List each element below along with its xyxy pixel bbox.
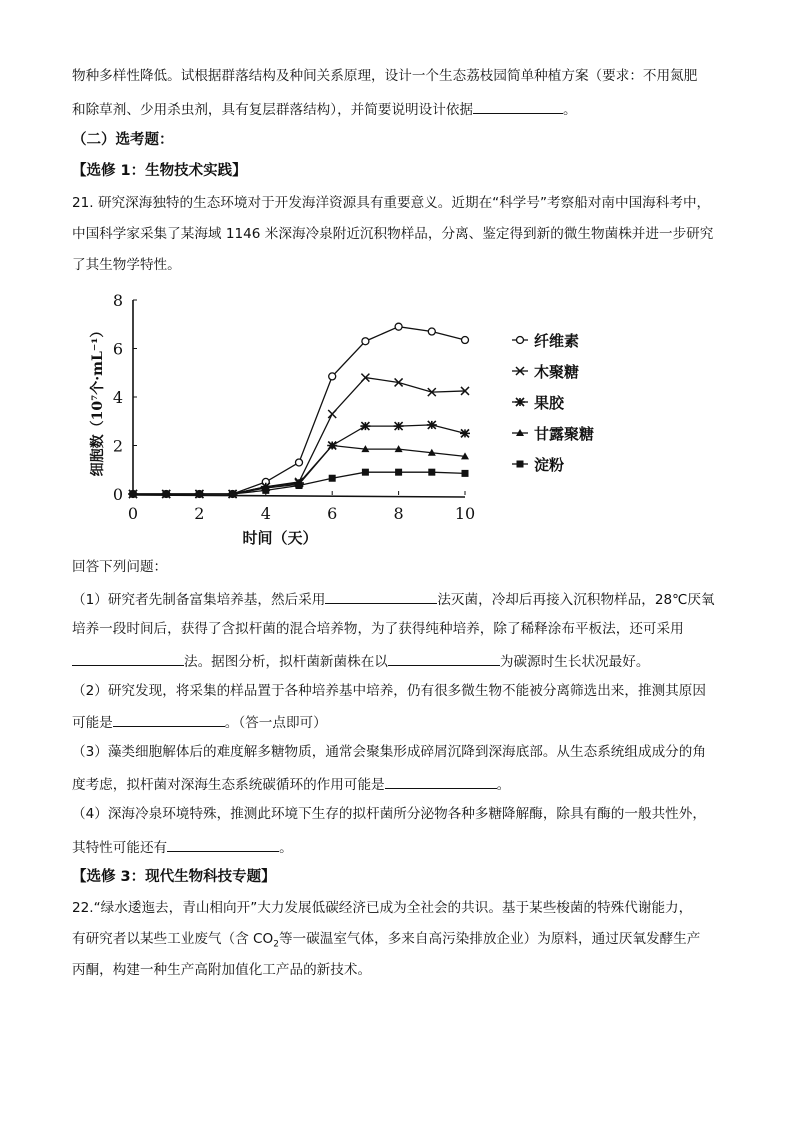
- x-tick-label: 6: [327, 504, 338, 523]
- text-segment: 其特性可能还有: [72, 840, 168, 856]
- text-segment: 【选修 3：现代生物科技专题】: [72, 869, 276, 885]
- text-line: [72, 899, 692, 917]
- cell-growth-chart: [80, 290, 640, 555]
- text-line: [72, 651, 649, 671]
- text-line: [72, 805, 706, 823]
- text-segment: 度考虑，拟杆菌对深海生态系统碳循环的作用可能是: [72, 777, 385, 793]
- square-marker: [163, 491, 170, 498]
- text-segment: 中国科学家采集了某海域 1146 米深海冷泉附近沉积物样品，分离、鉴定得到新的微生物菌株并进一步研究: [72, 226, 714, 242]
- x-axis-label: 时间（天）: [242, 529, 318, 547]
- text-line: [72, 837, 293, 857]
- text-segment: 有研究者以某些工业废气（含 CO: [72, 931, 274, 947]
- square-marker: [362, 469, 369, 476]
- text-line: [72, 67, 697, 85]
- square-marker: [130, 491, 137, 498]
- square-marker: [462, 470, 469, 477]
- circle-marker: [296, 459, 303, 466]
- asterisk-marker: [460, 429, 470, 437]
- answer-blank[interactable]: [72, 651, 184, 666]
- legend-item: [512, 332, 579, 350]
- text-segment: 。: [563, 102, 577, 118]
- text-line: [72, 682, 706, 700]
- text-segment: 可能是: [72, 715, 113, 731]
- asterisk-marker: [427, 421, 437, 429]
- text-segment: 22.“绿水逶迤去，青山相向开”大力发展低碳经济已成为全社会的共识。基于某些梭菌的特殊代谢能力，: [72, 900, 693, 916]
- text-segment: 。（答一点即可）: [224, 715, 327, 731]
- square-marker: [517, 461, 524, 468]
- text-segment: 法。据图分析，拟杆菌新菌株在以: [184, 654, 388, 670]
- answer-blank[interactable]: [167, 837, 279, 852]
- legend-item: [512, 456, 564, 474]
- y-axis-label: 细胞数（10⁷个·mL⁻¹）: [90, 323, 106, 477]
- text-segment: 物种多样性降低。试根据群落结构及种间关系原理，设计一个生态荔枝园简单种植方案（要求：不用氮肥: [72, 68, 698, 84]
- x-tick-label: 8: [393, 504, 404, 523]
- text-line: [72, 589, 715, 609]
- legend-label: 果胶: [534, 394, 565, 412]
- square-marker: [428, 469, 435, 476]
- x-tick-label: 2: [194, 504, 205, 523]
- square-marker: [296, 482, 303, 489]
- series-0: [130, 323, 469, 497]
- circle-marker: [395, 323, 402, 330]
- y-tick-label: 0: [112, 485, 123, 504]
- answer-blank[interactable]: [325, 589, 437, 604]
- text-segment: 【选修 1：生物技术实践】: [72, 163, 247, 179]
- section-heading: [72, 162, 247, 180]
- text-segment: 丙酮，构建一种生产高附加值化工产品的新技术。: [72, 962, 372, 978]
- square-marker: [262, 487, 269, 494]
- text-segment: 回答下列问题：: [72, 559, 168, 575]
- x-tick-label: 4: [260, 504, 271, 523]
- circle-marker: [462, 337, 469, 344]
- text-line: [72, 256, 181, 274]
- circle-marker: [329, 373, 336, 380]
- square-marker: [196, 491, 203, 498]
- asterisk-marker: [515, 398, 525, 406]
- asterisk-marker: [360, 422, 370, 430]
- answer-blank[interactable]: [388, 651, 500, 666]
- text-segment: 培养一段时间后，获得了含拟杆菌的混合培养物，为了获得纯种培养，除了稀释涂布平板法，还可采用: [72, 621, 684, 637]
- x-axis: [133, 495, 465, 497]
- section-heading: [72, 868, 276, 886]
- x-tick-label: 0: [127, 504, 139, 523]
- text-segment: （4）深海冷泉环境特殊，推测此环境下生存的拟杆菌所分泌物各种多糖降解酶，除具有酶的一般共性外，: [72, 806, 706, 822]
- text-line: [72, 225, 713, 243]
- subscript: 2: [273, 939, 279, 950]
- text-line: [72, 99, 577, 119]
- legend-item: [512, 363, 579, 381]
- text-segment: （2）研究发现，将采集的样品置于各种培养基中培养，仍有很多微生物不能被分离筛选出来，推测其原因: [72, 683, 706, 699]
- text-line: [72, 774, 510, 794]
- legend-label: 淀粉: [534, 456, 565, 474]
- asterisk-marker: [394, 422, 404, 430]
- text-line: [72, 558, 167, 576]
- text-segment: 和除草剂、少用杀虫剂，具有复层群落结构），并简要说明设计依据: [72, 102, 474, 118]
- square-marker: [329, 475, 336, 482]
- y-tick-label: 4: [112, 388, 123, 407]
- legend-item: [512, 394, 565, 412]
- text-line: [72, 712, 327, 732]
- y-tick-label: 8: [112, 291, 123, 310]
- series-line: [133, 378, 465, 494]
- answer-blank[interactable]: [473, 99, 563, 114]
- text-segment: 法灭菌，冷却后再接入沉积物样品，28℃厌氧: [437, 592, 715, 608]
- text-line: [72, 961, 371, 979]
- series-line: [133, 327, 465, 494]
- text-segment: 了其生物学特性。: [72, 257, 181, 273]
- legend-item: [512, 425, 594, 443]
- circle-marker: [428, 328, 435, 335]
- section-heading: [72, 131, 174, 149]
- text-segment: 等一碳温室气体，多来自高污染排放企业）为原料，通过厌氧发酵生产: [278, 931, 701, 947]
- answer-blank[interactable]: [113, 712, 225, 727]
- y-tick-label: 6: [112, 339, 123, 359]
- series-4: [130, 469, 469, 498]
- circle-marker: [362, 338, 369, 345]
- square-marker: [229, 491, 236, 498]
- text-line: [72, 194, 710, 212]
- text-segment: 。: [279, 840, 293, 856]
- text-line: [72, 930, 700, 954]
- answer-blank[interactable]: [385, 774, 497, 789]
- text-line: [72, 743, 706, 761]
- text-segment: 21. 研究深海独特的生态环境对于开发海洋资源具有重要意义。近期在“科学号”考察船对南中国海科考中，: [72, 195, 711, 211]
- legend-label: 纤维素: [534, 332, 580, 350]
- y-tick-label: 2: [112, 436, 123, 456]
- text-segment: （二）选考题：: [72, 132, 174, 148]
- text-segment: （3）藻类细胞解体后的难度解多糖物质，通常会聚集形成碎屑沉降到深海底部。从生态系统组成成分的角: [72, 744, 706, 760]
- text-line: [72, 620, 684, 638]
- text-segment: （1）研究者先制备富集培养基，然后采用: [72, 592, 326, 608]
- text-segment: 。: [496, 777, 511, 793]
- legend-label: 木聚糖: [534, 363, 580, 381]
- text-segment: 为碳源时生长状况最好。: [499, 654, 650, 670]
- square-marker: [395, 469, 402, 476]
- legend-label: 甘露聚糖: [534, 425, 595, 443]
- x-marker: [328, 410, 336, 418]
- x-tick-label: 10: [454, 504, 476, 523]
- circle-marker: [517, 337, 524, 344]
